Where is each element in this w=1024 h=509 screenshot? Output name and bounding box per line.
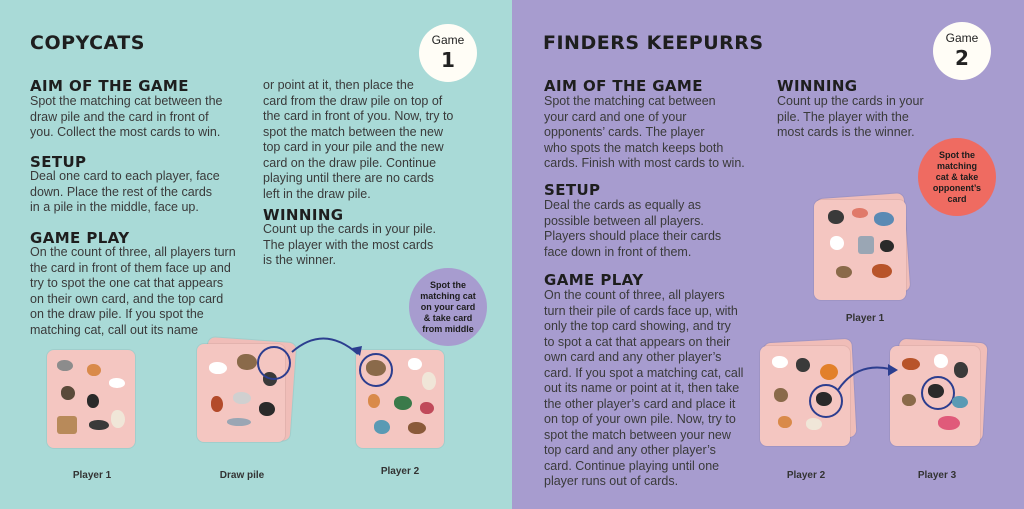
text-line: the card in front of you. Now, try to bbox=[263, 109, 454, 123]
text-line: opponents’ cards. The player bbox=[544, 125, 705, 139]
game2-aim-heading: AIM OF THE GAME bbox=[544, 77, 703, 95]
cat-illustration bbox=[211, 396, 223, 412]
game2-caption-player3: Player 3 bbox=[917, 470, 957, 481]
text-line: opponent’s bbox=[932, 182, 982, 193]
cat-illustration bbox=[227, 418, 251, 426]
game1-play-heading: GAME PLAY bbox=[30, 229, 130, 247]
game1-play-text bbox=[30, 245, 236, 338]
game1-title: COPYCATS bbox=[30, 32, 145, 54]
text-line: in a pile in the middle, face up. bbox=[30, 200, 199, 214]
text-line: try to spot the one cat that appears bbox=[30, 276, 224, 290]
cat-illustration bbox=[778, 416, 792, 428]
game2-player1-card bbox=[814, 200, 906, 300]
game2-tip-bubble bbox=[918, 138, 996, 216]
game1-play-text-continued bbox=[263, 78, 453, 202]
game2-panel bbox=[512, 0, 1024, 509]
game1-setup-text bbox=[30, 169, 220, 216]
pumpkin-illustration bbox=[820, 364, 838, 380]
cat-illustration bbox=[830, 236, 844, 250]
text-line: out its name or point at it, then take bbox=[544, 381, 740, 395]
cat-illustration bbox=[233, 392, 251, 404]
text-line: Deal the cards as equally as bbox=[544, 198, 702, 212]
text-line: most cards is the winner. bbox=[777, 125, 915, 139]
game1-aim-heading: AIM OF THE GAME bbox=[30, 77, 189, 95]
game1-win-heading: WINNING bbox=[263, 206, 344, 224]
text-line: only the top card showing, and try bbox=[544, 319, 731, 333]
text-line: Spot the matching cat between the bbox=[30, 94, 223, 108]
cat-illustration bbox=[772, 356, 788, 368]
text-line: On the count of three, all players bbox=[544, 288, 725, 302]
text-line: matching cat bbox=[420, 290, 476, 301]
text-line: On the count of three, all players turn bbox=[30, 245, 236, 259]
game2-caption-player1: Player 1 bbox=[845, 313, 885, 324]
text-line: on top of your own pile. Now, try to bbox=[544, 412, 736, 426]
cat-illustration bbox=[408, 358, 422, 370]
cushion-illustration bbox=[938, 416, 960, 430]
game1-caption-player2: Player 2 bbox=[380, 466, 420, 477]
match-highlight-ring bbox=[257, 346, 291, 380]
game1-player1-card bbox=[47, 350, 135, 448]
cat-illustration bbox=[420, 402, 434, 414]
game2-aim-text bbox=[544, 94, 745, 172]
text-line: card. If you spot a matching cat, call bbox=[544, 365, 744, 380]
text-line: card from the draw pile on top of bbox=[263, 93, 443, 108]
text-line: The player with the most cards bbox=[263, 237, 434, 252]
text-line: card on the draw pile. Continue bbox=[263, 155, 437, 170]
game2-setup-heading: SETUP bbox=[544, 181, 601, 199]
bag-illustration bbox=[858, 236, 874, 254]
game2-win-text bbox=[777, 94, 924, 141]
text-line: on your card bbox=[420, 301, 476, 312]
game2-title: FINDERS KEEPURRS bbox=[543, 32, 764, 54]
yarn-illustration bbox=[374, 420, 390, 434]
cat-illustration bbox=[952, 396, 968, 408]
cat-illustration bbox=[836, 266, 852, 278]
game1-caption-drawpile: Draw pile bbox=[219, 470, 265, 481]
cat-illustration bbox=[109, 378, 125, 388]
text-line: player runs out of cards. bbox=[544, 474, 679, 488]
match-arrow bbox=[838, 356, 908, 396]
text-line: the other player’s card and place it bbox=[544, 396, 736, 411]
text-line: to spot a cat that appears on their bbox=[544, 334, 731, 349]
game2-badge bbox=[933, 22, 991, 80]
cat-illustration bbox=[774, 388, 788, 402]
fish-illustration bbox=[852, 208, 868, 218]
match-highlight-ring bbox=[921, 376, 955, 410]
game1-caption-player1: Player 1 bbox=[72, 470, 112, 481]
cat-illustration bbox=[259, 402, 275, 416]
text-line: face down in front of them. bbox=[544, 244, 692, 259]
text-line: possible between all players. bbox=[544, 213, 704, 228]
game2-badge-label: Game bbox=[945, 31, 979, 45]
text-line: Spot the bbox=[429, 279, 466, 290]
text-line: from middle bbox=[422, 323, 474, 334]
cat-illustration bbox=[880, 240, 894, 252]
text-line: pile. The player with the bbox=[777, 109, 909, 124]
text-line: Count up the cards in your pile. bbox=[263, 222, 437, 236]
game2-player2-card bbox=[760, 346, 850, 446]
cat-illustration bbox=[111, 410, 125, 428]
cat-illustration bbox=[872, 264, 892, 278]
cat-illustration bbox=[828, 210, 844, 224]
cat-illustration bbox=[61, 386, 75, 400]
game1-win-text bbox=[263, 222, 436, 269]
text-line: spot the match between the new bbox=[263, 124, 443, 139]
text-line: cat & take bbox=[935, 171, 979, 182]
cat-illustration bbox=[209, 362, 227, 374]
cat-illustration bbox=[237, 354, 257, 370]
text-line: draw pile and the card in front of bbox=[30, 109, 209, 124]
cat-illustration bbox=[796, 358, 810, 372]
cat-illustration bbox=[954, 362, 968, 378]
text-line: or point at it, then place the bbox=[263, 78, 414, 92]
text-line: you. Collect the most cards to win. bbox=[30, 125, 221, 139]
box-illustration bbox=[57, 416, 77, 434]
text-line: matching cat, call out its name bbox=[30, 322, 199, 337]
text-line: on the draw pile. If you spot the bbox=[30, 307, 204, 321]
text-line: top card and any other player’s bbox=[544, 443, 716, 457]
text-line: card. Continue playing until one bbox=[544, 458, 720, 473]
cat-illustration bbox=[422, 372, 436, 390]
text-line: & take card bbox=[423, 312, 473, 323]
text-line: top card in your pile and the new bbox=[263, 140, 444, 154]
cat-illustration bbox=[408, 422, 426, 434]
text-line: own card and any other player’s bbox=[544, 350, 722, 364]
text-line: turn their pile of cards face up, with bbox=[544, 303, 738, 318]
text-line: Count up the cards in your bbox=[777, 94, 924, 108]
cat-illustration bbox=[806, 418, 822, 430]
text-line: Spot the matching cat between bbox=[544, 94, 716, 108]
cat-illustration bbox=[87, 394, 99, 408]
game1-setup-heading: SETUP bbox=[30, 153, 87, 171]
text-line: down. Place the rest of the cards bbox=[30, 184, 213, 199]
text-line: your card and one of your bbox=[544, 109, 687, 124]
text-line: is the winner. bbox=[263, 253, 336, 267]
game1-drawpile-top-card bbox=[197, 344, 285, 442]
text-line: Players should place their cards bbox=[544, 229, 722, 243]
text-line: cards. Finish with most cards to win. bbox=[544, 156, 745, 170]
game2-play-text bbox=[544, 288, 743, 490]
text-line: card bbox=[947, 193, 967, 204]
game2-badge-number: 2 bbox=[955, 46, 969, 70]
cat-illustration bbox=[368, 394, 380, 408]
game1-badge-number: 1 bbox=[441, 48, 455, 72]
game1-aim-text bbox=[30, 94, 223, 141]
text-line: the card in front of them face up and bbox=[30, 260, 231, 275]
text-line: spot the match between your new bbox=[544, 427, 731, 442]
plant-illustration bbox=[394, 396, 412, 410]
match-arrow bbox=[290, 330, 370, 370]
game2-setup-text bbox=[544, 198, 721, 260]
text-line: playing until there are no cards bbox=[263, 171, 434, 185]
basket-illustration bbox=[874, 212, 894, 226]
game1-badge bbox=[419, 24, 477, 82]
text-line: left in the draw pile. bbox=[263, 186, 371, 201]
game2-caption-player2: Player 2 bbox=[786, 470, 826, 481]
cat-illustration bbox=[89, 420, 109, 430]
game2-play-heading: GAME PLAY bbox=[544, 271, 644, 289]
game2-win-heading: WINNING bbox=[777, 77, 858, 95]
cat-illustration bbox=[57, 360, 73, 371]
cat-illustration bbox=[934, 354, 948, 368]
text-line: matching bbox=[936, 160, 977, 171]
game1-badge-label: Game bbox=[431, 33, 465, 47]
text-line: Deal one card to each player, face bbox=[30, 169, 220, 183]
text-line: who spots the match keeps both bbox=[544, 140, 724, 155]
text-line: on their own card, and the top card bbox=[30, 291, 224, 306]
text-line: Spot the bbox=[938, 149, 975, 160]
game1-tip-bubble bbox=[409, 268, 487, 346]
cat-illustration bbox=[87, 364, 101, 376]
